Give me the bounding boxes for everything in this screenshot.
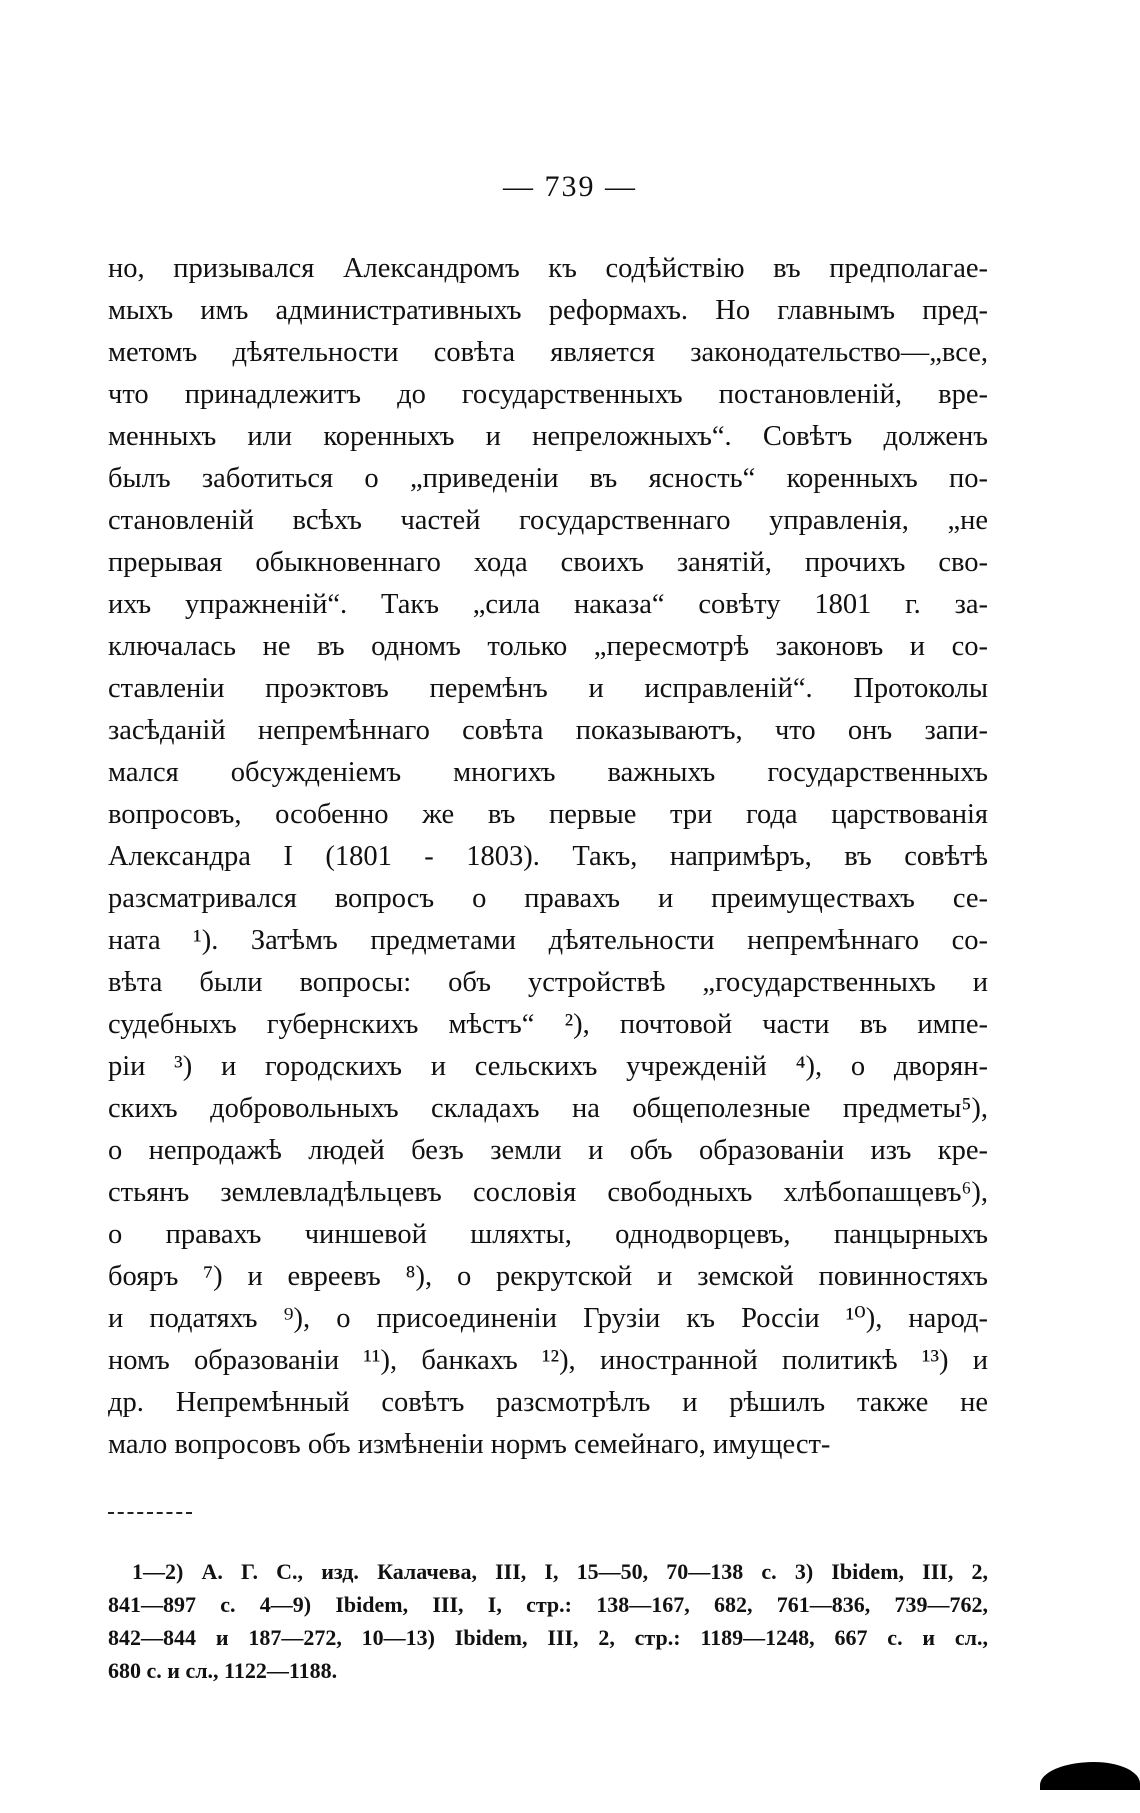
- text-line: что принадлежитъ до государственныхъ постановленій, вре-: [108, 379, 988, 410]
- text-line: др. Непремѣнный совѣтъ разсмотрѣлъ и рѣшилъ также не: [108, 1387, 988, 1418]
- text-line: разсматривался вопросъ о правахъ и преимуществахъ се-: [108, 883, 988, 914]
- text-line: ната ¹). Затѣмъ предметами дѣятельности непремѣннаго со-: [108, 925, 988, 956]
- footnote-line: 842—844 и 187—272, 10—13) Ibidem, III, 2, стр.: 1189—1248, 667 с. и сл.,: [108, 1625, 988, 1650]
- text-line: ріи ³) и городскихъ и сельскихъ учрежденій ⁴), о дворян-: [108, 1051, 988, 1082]
- text-line: становленій всѣхъ частей государственнаго управленія, „не: [108, 505, 988, 536]
- text-line: и податяхъ ⁹), о присоединеніи Грузіи къ Россіи ¹⁰), народ-: [108, 1303, 988, 1334]
- text-line: о непродажѣ людей безъ земли и объ образованіи изъ кре-: [108, 1135, 988, 1166]
- text-line: ихъ упражненій“. Такъ „сила наказа“ совѣту 1801 г. за-: [108, 589, 988, 620]
- footnote-line: 1—2) А. Г. С., изд. Калачева, III, I, 15—50, 70—138 с. 3) Ibidem, III, 2,: [132, 1559, 988, 1584]
- text-line: вѣта были вопросы: объ устройствѣ „государственныхъ и: [108, 967, 988, 998]
- footnote-separator: [108, 1512, 192, 1514]
- text-line: Александра I (1801 - 1803). Такъ, напримѣръ, въ совѣтѣ: [108, 841, 988, 872]
- text-line: но, призывался Александромъ къ содѣйствію въ предполагае-: [108, 253, 988, 284]
- text-line: мался обсужденіемъ многихъ важныхъ государственныхъ: [108, 757, 988, 788]
- text-line: стьянъ землевладѣльцевъ сословія свободныхъ хлѣбопашцевъ⁶),: [108, 1177, 988, 1208]
- text-line: метомъ дѣятельности совѣта является законодательство—„все,: [108, 337, 988, 368]
- text-line: судебныхъ губернскихъ мѣстъ“ ²), почтовой части въ импе-: [108, 1009, 988, 1040]
- text-line: ключалась не въ одномъ только „пересмотрѣ законовъ и со-: [108, 631, 988, 662]
- text-line: мало вопросовъ объ измѣненіи нормъ семейнаго, имущест-: [108, 1429, 831, 1460]
- text-line: номъ образованіи ¹¹), банкахъ ¹²), иностранной политикѣ ¹³) и: [108, 1345, 988, 1376]
- page-number: — 739 —: [503, 170, 637, 203]
- text-line: о правахъ чиншевой шляхты, однодворцевъ, панцырныхъ: [108, 1219, 988, 1250]
- text-line: былъ заботиться о „приведеніи въ ясность“ коренныхъ по-: [108, 463, 988, 494]
- text-line: мыхъ имъ административныхъ реформахъ. Но главнымъ пред-: [108, 295, 988, 326]
- text-line: вопросовъ, особенно же въ первые три года царствованія: [108, 799, 988, 830]
- text-line: прерывая обыкновеннаго хода своихъ занятій, прочихъ сво-: [108, 547, 988, 578]
- ink-smudge: [1040, 1762, 1140, 1790]
- footnotes: [108, 1555, 988, 1687]
- footnote-line: 841—897 с. 4—9) Ibidem, III, I, стр.: 138—167, 682, 761—836, 739—762,: [108, 1592, 988, 1617]
- text-line: ставленіи проэктовъ перемѣнъ и исправленій“. Протоколы: [108, 673, 988, 704]
- text-line: засѣданій непремѣннаго совѣта показываютъ, что онъ запи-: [108, 715, 988, 746]
- footnote-line: 680 с. и сл., 1122—1188.: [108, 1658, 338, 1683]
- text-line: бояръ ⁷) и евреевъ ⁸), о рекрутской и земской повинностяхъ: [108, 1261, 988, 1292]
- text-line: скихъ добровольныхъ складахъ на общеполезные предметы⁵),: [108, 1093, 988, 1124]
- text-line: менныхъ или коренныхъ и непреложныхъ“. Совѣтъ долженъ: [108, 421, 988, 452]
- body-text: [108, 248, 988, 1466]
